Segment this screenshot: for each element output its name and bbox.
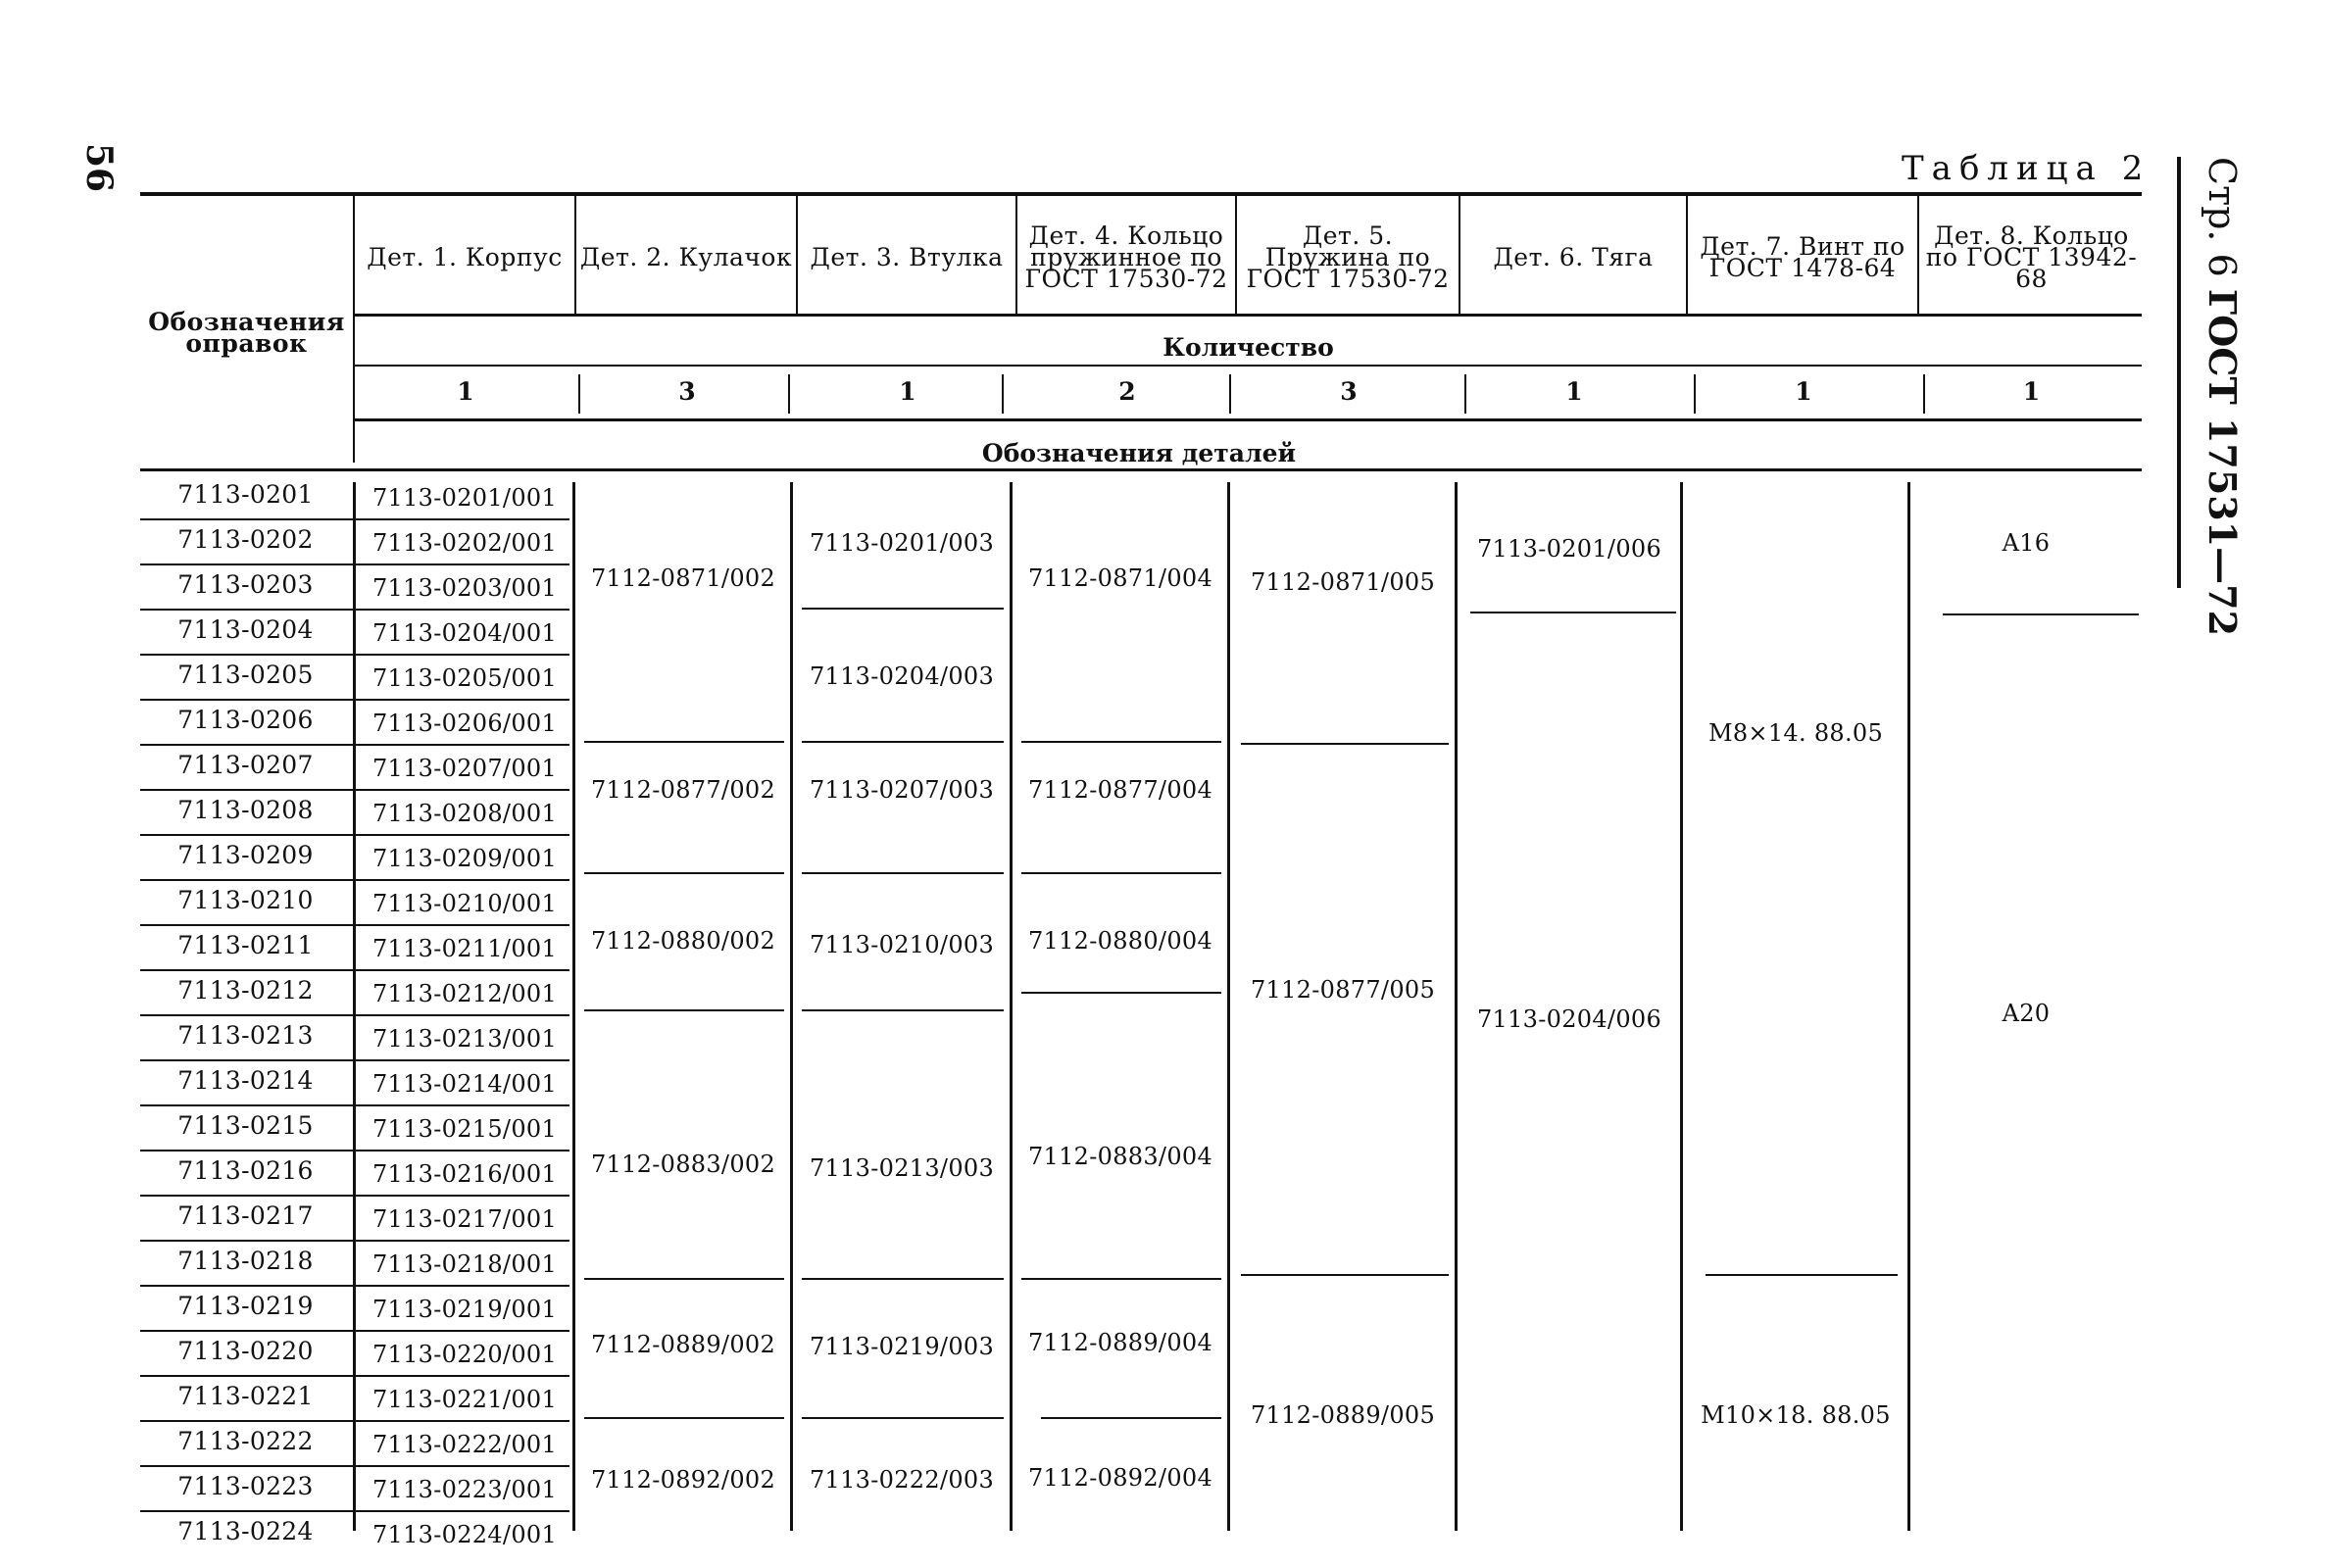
row-rule-14 bbox=[140, 1104, 569, 1106]
row-code-24: 7113-0224 bbox=[177, 1517, 314, 1545]
header-sep-1 bbox=[574, 196, 576, 314]
det5-group-3: 7112-0889/005 bbox=[1250, 1401, 1436, 1429]
det7-group-2: M10×18. 88.05 bbox=[1701, 1401, 1891, 1429]
det5-group-1: 7112-0871/005 bbox=[1250, 568, 1436, 596]
qty-sep-1 bbox=[578, 374, 580, 414]
row-code-9: 7113-0209 bbox=[177, 841, 314, 869]
body-sep-0 bbox=[353, 482, 356, 1531]
header-sep-5 bbox=[1459, 196, 1460, 314]
det4-group-4: 7112-0883/004 bbox=[1027, 1143, 1213, 1170]
row-code-16: 7113-0216 bbox=[177, 1156, 314, 1185]
det3-group-1: 7113-0201/003 bbox=[809, 529, 995, 557]
det1-cell-9: 7113-0209/001 bbox=[371, 845, 558, 872]
det1-cell-13: 7113-0213/001 bbox=[371, 1025, 558, 1053]
det6-group-1: 7113-0201/006 bbox=[1476, 535, 1662, 563]
det4-group-2: 7112-0877/004 bbox=[1027, 776, 1213, 804]
det1-cell-21: 7113-0221/001 bbox=[371, 1386, 558, 1413]
header-det1: Дет. 1. Корпус bbox=[367, 242, 563, 271]
header-sep-6 bbox=[1686, 196, 1688, 314]
row-code-11: 7113-0211 bbox=[177, 931, 314, 959]
body-sep-4 bbox=[1227, 482, 1230, 1531]
row-code-8: 7113-0208 bbox=[177, 796, 314, 824]
row-code-20: 7113-0220 bbox=[177, 1337, 314, 1365]
header-det8: Дет. 8. Кольцо по ГОСТ 13942-68 bbox=[1925, 220, 2138, 293]
body-sep-3 bbox=[1010, 482, 1013, 1531]
det1-cell-6: 7113-0206/001 bbox=[371, 710, 558, 737]
qty-det4: 2 bbox=[1118, 377, 1136, 406]
qty-det6: 1 bbox=[1565, 377, 1583, 406]
body-sep-1 bbox=[572, 482, 575, 1531]
qty-det7: 1 bbox=[1795, 377, 1812, 406]
row-code-22: 7113-0222 bbox=[177, 1427, 314, 1455]
row-rule-8 bbox=[140, 834, 569, 836]
det2-group-1: 7112-0871/002 bbox=[590, 564, 776, 592]
det1-cell-14: 7113-0214/001 bbox=[371, 1070, 558, 1098]
det3-rule-2 bbox=[802, 741, 1004, 743]
det1-cell-4: 7113-0204/001 bbox=[371, 619, 558, 647]
header-det2: Дет. 2. Кулачок bbox=[579, 242, 793, 271]
quantity-title: Количество bbox=[1162, 333, 1334, 362]
row-code-19: 7113-0219 bbox=[177, 1292, 314, 1320]
row-rule-5 bbox=[140, 699, 569, 701]
header-det3: Дет. 3. Втулка bbox=[810, 242, 1004, 271]
row-code-21: 7113-0221 bbox=[177, 1382, 314, 1410]
row-rule-7 bbox=[140, 789, 569, 791]
det4-rule-1 bbox=[1021, 741, 1221, 743]
row-code-6: 7113-0206 bbox=[177, 706, 314, 734]
det3-group-4: 7113-0210/003 bbox=[809, 931, 995, 958]
row-code-14: 7113-0214 bbox=[177, 1066, 314, 1095]
row-code-10: 7113-0210 bbox=[177, 886, 314, 914]
det4-rule-2 bbox=[1021, 872, 1221, 874]
table-caption: Таблица 2 bbox=[1902, 149, 2152, 188]
det8-rule-1 bbox=[1943, 613, 2139, 615]
row-code-15: 7113-0215 bbox=[177, 1111, 314, 1140]
header-sep-0 bbox=[353, 196, 355, 463]
header-det5: Дет. 5. Пружина по ГОСТ 17530-72 bbox=[1246, 220, 1450, 293]
det2-group-6: 7112-0892/002 bbox=[590, 1466, 776, 1494]
det4-group-6: 7112-0892/004 bbox=[1027, 1464, 1213, 1492]
det2-rule-1 bbox=[584, 741, 784, 743]
det3-rule-3 bbox=[802, 872, 1004, 874]
row-rule-12 bbox=[140, 1014, 569, 1016]
body-sep-5 bbox=[1455, 482, 1458, 1531]
det1-cell-10: 7113-0210/001 bbox=[371, 890, 558, 917]
row-rule-6 bbox=[140, 744, 569, 746]
row-rule-2 bbox=[140, 564, 569, 565]
row-code-4: 7113-0204 bbox=[177, 615, 314, 644]
header-sep-7 bbox=[1917, 196, 1919, 314]
row-rule-15 bbox=[140, 1150, 569, 1152]
det3-rule-4 bbox=[802, 1009, 1004, 1011]
page-number: 56 bbox=[78, 142, 121, 193]
row-code-1: 7113-0201 bbox=[177, 480, 314, 509]
row-rule-16 bbox=[140, 1195, 569, 1197]
det4-group-1: 7112-0871/004 bbox=[1027, 564, 1213, 592]
header-det6: Дет. 6. Тяга bbox=[1493, 242, 1654, 271]
row-code-2: 7113-0202 bbox=[177, 525, 314, 554]
qty-sep-3 bbox=[1002, 374, 1004, 414]
qty-sep-5 bbox=[1464, 374, 1466, 414]
det1-cell-18: 7113-0218/001 bbox=[371, 1250, 558, 1278]
row-rule-17 bbox=[140, 1240, 569, 1242]
qty-sep-7 bbox=[1923, 374, 1925, 414]
det8-group-2: A20 bbox=[2002, 1000, 2051, 1027]
det7-group-1: M8×14. 88.05 bbox=[1707, 719, 1884, 747]
row-code-12: 7113-0212 bbox=[177, 976, 314, 1004]
row-rule-4 bbox=[140, 654, 569, 656]
det2-group-3: 7112-0880/002 bbox=[590, 927, 776, 955]
det5-rule-2 bbox=[1241, 1274, 1449, 1276]
row-code-5: 7113-0205 bbox=[177, 661, 314, 689]
det3-group-6: 7113-0219/003 bbox=[809, 1333, 995, 1360]
det3-group-2: 7113-0204/003 bbox=[809, 662, 995, 690]
det3-group-3: 7113-0207/003 bbox=[809, 776, 995, 804]
det1-cell-15: 7113-0215/001 bbox=[371, 1115, 558, 1143]
det2-group-5: 7112-0889/002 bbox=[590, 1331, 776, 1358]
row-code-13: 7113-0213 bbox=[177, 1021, 314, 1050]
qty-det2: 3 bbox=[678, 377, 696, 406]
det4-rule-3 bbox=[1021, 992, 1221, 994]
det2-rule-2 bbox=[584, 872, 784, 874]
row-code-7: 7113-0207 bbox=[177, 751, 314, 779]
row-code-23: 7113-0223 bbox=[177, 1472, 314, 1500]
det1-cell-7: 7113-0207/001 bbox=[371, 755, 558, 782]
det1-cell-11: 7113-0211/001 bbox=[371, 935, 558, 962]
det1-cell-17: 7113-0217/001 bbox=[371, 1205, 558, 1233]
row-rule-20 bbox=[140, 1375, 569, 1377]
row-rule-11 bbox=[140, 969, 569, 971]
qty-det5: 3 bbox=[1340, 377, 1358, 406]
quantity-bottom-rule bbox=[355, 418, 2142, 421]
row-rule-13 bbox=[140, 1059, 569, 1061]
det3-group-5: 7113-0213/003 bbox=[809, 1154, 995, 1182]
det1-cell-16: 7113-0216/001 bbox=[371, 1160, 558, 1188]
qty-det8: 1 bbox=[2022, 377, 2041, 406]
det1-cell-2: 7113-0202/001 bbox=[371, 529, 558, 557]
det7-rule-1 bbox=[1706, 1274, 1898, 1276]
header-row-label: Обозначения оправок bbox=[148, 308, 345, 358]
qty-sep-4 bbox=[1229, 374, 1231, 414]
body-sep-6 bbox=[1680, 482, 1683, 1531]
det2-rule-3 bbox=[584, 1009, 784, 1011]
det6-group-2: 7113-0204/006 bbox=[1476, 1005, 1662, 1033]
det1-cell-23: 7113-0223/001 bbox=[371, 1476, 558, 1503]
det8-group-1: A16 bbox=[2002, 529, 2051, 557]
row-code-3: 7113-0203 bbox=[177, 570, 314, 599]
row-rule-9 bbox=[140, 879, 569, 881]
side-page-label: Стр. 6 bbox=[2201, 157, 2244, 277]
header-sep-3 bbox=[1015, 196, 1017, 314]
details-title: Обозначения деталей bbox=[981, 439, 1297, 467]
det6-rule-1 bbox=[1470, 612, 1676, 613]
row-rule-18 bbox=[140, 1285, 569, 1287]
header-sep-4 bbox=[1235, 196, 1237, 314]
header-det4: Дет. 4. Кольцо пружинное по ГОСТ 17530-72 bbox=[1024, 220, 1228, 293]
det4-rule-4 bbox=[1021, 1278, 1221, 1280]
header-sep-2 bbox=[796, 196, 798, 314]
det3-rule-5 bbox=[802, 1278, 1004, 1280]
row-rule-21 bbox=[140, 1420, 569, 1422]
row-code-17: 7113-0217 bbox=[177, 1201, 314, 1230]
det1-cell-12: 7113-0212/001 bbox=[371, 980, 558, 1007]
det4-group-3: 7112-0880/004 bbox=[1027, 927, 1213, 955]
det1-cell-5: 7113-0205/001 bbox=[371, 664, 558, 692]
det1-cell-20: 7113-0220/001 bbox=[371, 1341, 558, 1368]
side-standard-code: ГОСТ 17531—72 bbox=[2201, 288, 2245, 637]
det5-group-2: 7112-0877/005 bbox=[1250, 976, 1436, 1004]
header-bottom-rule bbox=[140, 468, 2142, 471]
det1-cell-8: 7113-0208/001 bbox=[371, 800, 558, 827]
det2-group-2: 7112-0877/002 bbox=[590, 776, 776, 804]
qty-det1: 1 bbox=[457, 377, 474, 406]
body-sep-2 bbox=[790, 482, 793, 1531]
row-rule-3 bbox=[140, 609, 569, 611]
det2-group-4: 7112-0883/002 bbox=[590, 1151, 776, 1178]
det3-rule-6 bbox=[802, 1417, 1004, 1419]
det5-rule-1 bbox=[1241, 743, 1449, 745]
det1-cell-1: 7113-0201/001 bbox=[371, 484, 558, 512]
det1-cell-22: 7113-0222/001 bbox=[371, 1431, 558, 1458]
det1-cell-19: 7113-0219/001 bbox=[371, 1296, 558, 1323]
quantity-top-rule bbox=[355, 314, 2142, 317]
det4-rule-5 bbox=[1041, 1417, 1221, 1419]
header-det7: Дет. 7. Винт по ГОСТ 1478-64 bbox=[1700, 231, 1905, 282]
row-rule-22 bbox=[140, 1465, 569, 1467]
quantity-mid-rule bbox=[355, 365, 2142, 367]
qty-det3: 1 bbox=[899, 377, 916, 406]
det1-cell-24: 7113-0224/001 bbox=[371, 1521, 558, 1548]
det3-group-7: 7113-0222/003 bbox=[809, 1466, 995, 1494]
det4-group-5: 7112-0889/004 bbox=[1027, 1329, 1213, 1356]
det2-rule-5 bbox=[584, 1417, 784, 1419]
row-rule-23 bbox=[140, 1510, 569, 1512]
table-top-rule bbox=[140, 192, 2142, 196]
row-rule-1 bbox=[140, 518, 569, 520]
det1-cell-3: 7113-0203/001 bbox=[371, 574, 558, 602]
det3-rule-1 bbox=[802, 608, 1004, 610]
body-sep-7 bbox=[1907, 482, 1910, 1531]
qty-sep-6 bbox=[1694, 374, 1696, 414]
row-code-18: 7113-0218 bbox=[177, 1247, 314, 1275]
det2-rule-4 bbox=[584, 1278, 784, 1280]
row-rule-10 bbox=[140, 924, 569, 926]
row-rule-19 bbox=[140, 1330, 569, 1332]
qty-sep-2 bbox=[788, 374, 790, 414]
